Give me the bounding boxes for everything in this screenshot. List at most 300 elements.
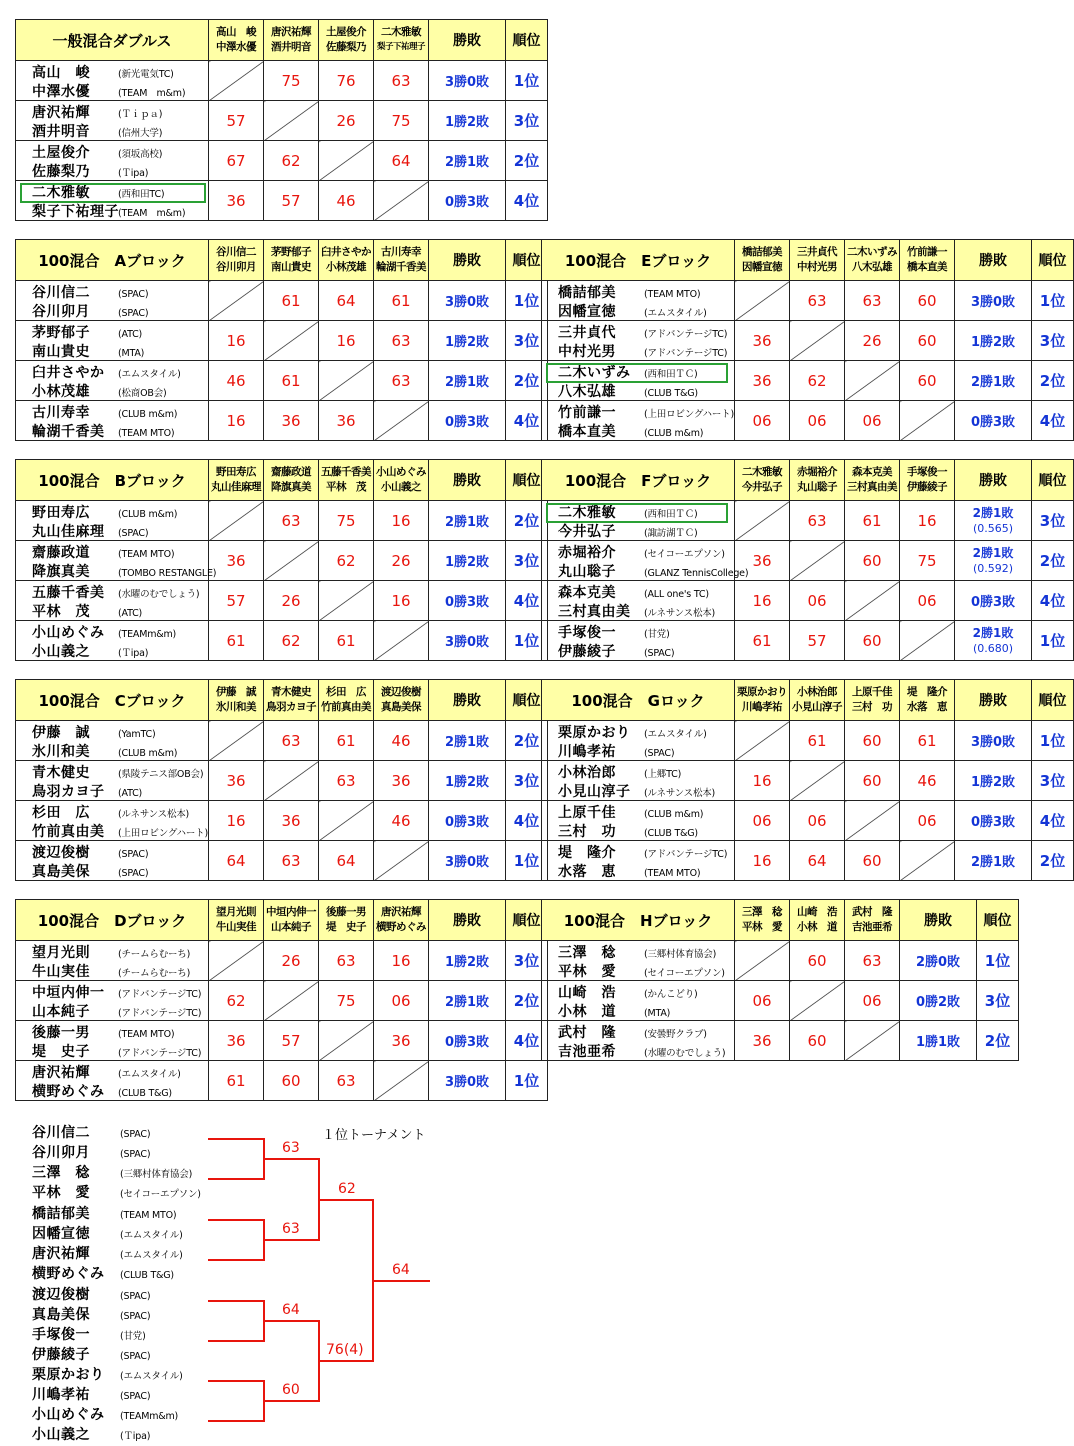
- opponent-name: 臼井さやか: [321, 246, 371, 258]
- score-cell: 75: [374, 101, 429, 141]
- player-club: (SPAC): [644, 747, 675, 759]
- player-name: 手塚俊一: [558, 624, 616, 641]
- player-name: 酒井明音: [32, 123, 90, 140]
- player-line: [16, 842, 208, 861]
- record-cell: [429, 141, 506, 181]
- score-cell: 06: [900, 581, 955, 621]
- pair-cell: [542, 1021, 735, 1061]
- tournament-title: １位トーナメント: [322, 1128, 426, 1143]
- rank-header: [1032, 460, 1074, 501]
- opponent-name: 小林 道: [797, 921, 837, 933]
- table-row: [542, 401, 1074, 441]
- player-line: [16, 381, 208, 400]
- diagonal-cell: [319, 361, 374, 401]
- diagonal-cell: [845, 1021, 900, 1061]
- player-name: 中村光男: [558, 343, 616, 360]
- rank-value: 3位: [513, 112, 540, 130]
- block-table: [15, 19, 548, 221]
- rank-cell: [1032, 761, 1074, 801]
- opponent-name: 酒井明音: [271, 41, 311, 53]
- diagonal-cell: [735, 281, 790, 321]
- rank-header-text: 順位: [512, 253, 541, 269]
- player-name: 青木健史: [32, 764, 90, 781]
- opponent-header: [900, 680, 955, 721]
- record-header: [955, 240, 1032, 281]
- pair-cell: [542, 401, 735, 441]
- record-cell: [429, 61, 506, 101]
- player-line: [16, 561, 217, 580]
- record-cell: [429, 1021, 506, 1061]
- rank-cell: [506, 1061, 548, 1101]
- player-line: [32, 1304, 150, 1324]
- rank-value: 1位: [1039, 732, 1066, 750]
- rank-value: 3位: [1039, 772, 1066, 790]
- rank-header: [506, 20, 548, 61]
- record-cell: [955, 841, 1032, 881]
- block-7: [15, 899, 548, 1101]
- opponent-name: 鳥羽カヨ子: [266, 701, 316, 713]
- player-line: [542, 301, 734, 320]
- opponent-name: 中垣内伸一: [266, 906, 316, 918]
- rank-value: 3位: [1039, 512, 1066, 530]
- player-line: [16, 201, 208, 220]
- record-cell: [429, 941, 506, 981]
- player-name: 伊藤 誠: [32, 724, 90, 741]
- table-row: [542, 981, 1019, 1021]
- score-cell: 06: [845, 401, 900, 441]
- block-title: [542, 900, 735, 941]
- opponent-name: 杉田 広: [326, 686, 366, 698]
- player-club: (SPAC): [120, 1149, 151, 1160]
- score-cell: 63: [374, 321, 429, 361]
- block-title: [16, 240, 209, 281]
- player-name: 赤堀裕介: [558, 544, 616, 561]
- player-club: (須坂高校): [118, 148, 163, 160]
- record-header: [429, 460, 506, 501]
- player-name: 橋詰郁美: [32, 1206, 90, 1222]
- score-cell: 63: [264, 501, 319, 541]
- opponent-header: [845, 240, 900, 281]
- diagonal-cell: [264, 761, 319, 801]
- player-name: 橋本直美: [558, 423, 616, 440]
- player-line: [16, 282, 208, 301]
- player-name: 平林 茂: [32, 603, 90, 620]
- bracket-entry: [32, 1122, 150, 1162]
- player-name: 渡辺俊樹: [32, 844, 90, 861]
- player-name: 橋詰郁美: [558, 284, 616, 301]
- record-value: 0勝3敗: [970, 415, 1016, 430]
- diagonal-cell: [374, 181, 429, 221]
- player-club: (TEAM MTO): [118, 548, 175, 560]
- table-row: [542, 1021, 1019, 1061]
- record-header: [429, 680, 506, 721]
- opponent-name: 中村光男: [797, 261, 837, 273]
- rank-header: [977, 900, 1019, 941]
- rank-header: [1032, 240, 1074, 281]
- opponent-name: 南山貴史: [271, 261, 311, 273]
- rank-value: 4位: [1039, 412, 1066, 430]
- table-row: [542, 841, 1074, 881]
- table-row: [542, 281, 1074, 321]
- player-name: 鳥羽カヨ子: [32, 783, 105, 800]
- player-name: 上原千佳: [558, 804, 616, 821]
- player-line: [32, 1384, 183, 1404]
- score-cell: 60: [264, 1061, 319, 1101]
- opponent-name: 三井貞代: [797, 246, 837, 258]
- table-row: [542, 541, 1074, 581]
- bracket-entry: [32, 1243, 183, 1283]
- record-value: 0勝3敗: [444, 815, 490, 830]
- opponent-header: [845, 680, 900, 721]
- opponent-name: 古川寿幸: [381, 246, 421, 258]
- record-cell: [429, 401, 506, 441]
- record-value: 2勝1敗: [444, 375, 490, 390]
- record-value: 0勝2敗: [915, 995, 961, 1010]
- block-table: [15, 239, 548, 441]
- score-cell: 60: [845, 721, 900, 761]
- opponent-header: [209, 20, 264, 61]
- pair-cell: [542, 321, 735, 361]
- pair-cell: [542, 841, 735, 881]
- bracket-entry: [32, 1404, 178, 1444]
- player-name: 吉池亜希: [558, 1043, 616, 1060]
- player-name: 真島美保: [32, 1307, 90, 1323]
- diagonal-cell: [319, 801, 374, 841]
- player-club: (TOMBO RESTANGLE): [118, 567, 217, 579]
- opponent-name: 三村真由美: [847, 481, 897, 493]
- player-club: (TEAM MTO): [120, 1210, 177, 1221]
- pair-cell: [16, 541, 217, 581]
- opponent-header: [264, 900, 319, 941]
- record-cell: [429, 981, 506, 1021]
- score-cell: 63: [319, 941, 374, 981]
- diagonal-cell: [790, 321, 845, 361]
- opponent-name: 竹前謙一: [907, 246, 947, 258]
- score-cell: 61: [264, 361, 319, 401]
- player-club: (アドバンテージTC): [644, 328, 728, 340]
- opponent-header: [209, 240, 264, 281]
- rank-value: 1位: [1039, 292, 1066, 310]
- record-value: 0勝3敗: [970, 815, 1016, 830]
- score-cell: 60: [845, 841, 900, 881]
- score-cell: 16: [900, 501, 955, 541]
- opponent-name: 森本克美: [852, 466, 892, 478]
- player-name: 三村真由美: [558, 603, 631, 620]
- player-club: (かんこどり): [644, 988, 698, 1000]
- record-value: 2勝1敗: [970, 855, 1016, 870]
- player-name: 臼井さやか: [32, 364, 105, 381]
- table-row: [16, 101, 548, 141]
- player-club: (西和田TC): [118, 188, 165, 200]
- score-cell: 36: [735, 321, 790, 361]
- player-name: 輪湖千香美: [32, 423, 105, 440]
- player-club: (TEAM m&m): [118, 207, 186, 219]
- player-name: 牛山実佳: [32, 963, 90, 980]
- player-club: (MTA): [644, 1007, 671, 1019]
- block-title: [542, 240, 735, 281]
- player-club: (甘党): [120, 1331, 146, 1342]
- record-cell: [900, 1021, 977, 1061]
- player-club: (アドバンテージTC): [644, 347, 728, 359]
- opponent-name: 竹前真由美: [321, 701, 371, 713]
- opponent-name: 山崎 浩: [797, 906, 837, 918]
- player-club: (ATC): [118, 607, 143, 619]
- score-cell: 61: [374, 281, 429, 321]
- record-value: 3勝0敗: [970, 735, 1016, 750]
- player-name: 佐藤梨乃: [32, 163, 90, 180]
- score-cell: 36: [374, 1021, 429, 1061]
- player-line: [16, 62, 208, 81]
- block-title: [16, 900, 209, 941]
- rank-value: 2位: [513, 992, 540, 1010]
- opponent-name: 伊藤 誠: [216, 686, 256, 698]
- player-name: 小山義之: [32, 643, 90, 660]
- score-cell: 67: [209, 141, 264, 181]
- pair-cell: [16, 141, 209, 181]
- score-cell: 16: [374, 581, 429, 621]
- player-name: 氷川和美: [32, 743, 90, 760]
- player-name: 平林 愛: [558, 963, 616, 980]
- diagonal-cell: [900, 621, 955, 661]
- player-club: (CLUB m&m): [118, 747, 178, 759]
- record-cell: [429, 581, 506, 621]
- opponent-header: [845, 460, 900, 501]
- opponent-name: 三村 功: [852, 701, 892, 713]
- player-line: [542, 322, 734, 341]
- record-header-text: 勝敗: [924, 913, 952, 929]
- block-1: [15, 239, 548, 441]
- header-row: [542, 900, 1019, 941]
- block-title: [16, 680, 209, 721]
- player-name: 山本純子: [32, 1003, 90, 1020]
- block-4: [541, 459, 1074, 661]
- table-row: [542, 501, 1074, 541]
- score-cell: 36: [319, 401, 374, 441]
- record-ratio: (0.565): [972, 521, 1014, 535]
- rank-cell: [1032, 321, 1074, 361]
- block-title-text: 100混合 Hブロック: [563, 911, 713, 930]
- opponent-name: 丸山佳麻理: [211, 481, 261, 493]
- record-ratio: (0.592): [972, 561, 1014, 575]
- opponent-header: [790, 460, 845, 501]
- score-cell: 64: [319, 281, 374, 321]
- player-club: (セイコーエプソン): [120, 1189, 201, 1200]
- score-cell: 60: [900, 321, 955, 361]
- record-cell: [955, 801, 1032, 841]
- player-line: [542, 982, 734, 1001]
- score-cell: 57: [790, 621, 845, 661]
- record-value: [955, 506, 1031, 536]
- score-cell: 63: [319, 761, 374, 801]
- player-line: [16, 542, 208, 561]
- player-line: [16, 982, 208, 1001]
- block-title-text: 100混合 Dブロック: [37, 911, 187, 930]
- score-cell: 76: [319, 61, 374, 101]
- diagonal-cell: [209, 721, 264, 761]
- record-cell: [429, 721, 506, 761]
- record-cell: [955, 501, 1032, 541]
- player-club: (Ｔipa): [118, 647, 149, 659]
- player-line: [542, 421, 734, 440]
- player-line: [542, 542, 734, 561]
- score-cell: 36: [209, 181, 264, 221]
- record-value: 1勝2敗: [970, 335, 1016, 350]
- player-club: (Ｔｉｐａ): [118, 108, 163, 120]
- player-line: [542, 402, 734, 421]
- opponent-name: 氷川和美: [216, 701, 256, 713]
- player-name: 齋藤政道: [32, 544, 90, 561]
- player-line: [16, 781, 208, 800]
- score-cell: 61: [735, 621, 790, 661]
- player-line: [16, 821, 208, 840]
- score-cell: 06: [735, 801, 790, 841]
- bracket-line: [208, 1300, 263, 1302]
- opponent-name: 上原千佳: [852, 686, 892, 698]
- player-club: (MTA): [118, 347, 145, 359]
- block-title-text: 100混合 Gロック: [571, 691, 705, 710]
- block-title: [542, 460, 735, 501]
- diagonal-cell: [264, 321, 319, 361]
- rank-header: [1032, 680, 1074, 721]
- block-table: [541, 679, 1074, 881]
- pair-cell: [16, 721, 209, 761]
- score-cell: 64: [790, 841, 845, 881]
- player-name: 武村 隆: [558, 1024, 616, 1041]
- score-cell: 60: [790, 1021, 845, 1061]
- player-club: (エムスタイル): [118, 1068, 181, 1080]
- player-line: [16, 421, 208, 440]
- opponent-name: 今井弘子: [742, 481, 782, 493]
- record-cell: [955, 321, 1032, 361]
- player-name: 川嶋孝祐: [32, 1387, 90, 1403]
- player-name: 川嶋孝祐: [558, 743, 616, 760]
- player-club: (CLUB m&m): [644, 808, 704, 820]
- player-line: [16, 1041, 208, 1060]
- pair-cell: [16, 361, 209, 401]
- record-cell: [429, 501, 506, 541]
- block-table: [541, 899, 1019, 1061]
- table-row: [16, 321, 548, 361]
- record-value: 1勝2敗: [444, 955, 490, 970]
- player-name: 高山 峻: [32, 64, 90, 81]
- score-cell: 16: [319, 321, 374, 361]
- record-cell: [900, 981, 977, 1021]
- opponent-name: 赤堀裕介: [797, 466, 837, 478]
- opponent-header: [374, 680, 429, 721]
- record-cell: [429, 281, 506, 321]
- rank-value: 4位: [1039, 812, 1066, 830]
- player-name: 八木弘雄: [558, 383, 616, 400]
- bracket-line: [208, 1259, 263, 1261]
- player-line: [16, 942, 208, 961]
- score-cell: 61: [845, 501, 900, 541]
- diagonal-cell: [209, 61, 264, 101]
- score-cell: 62: [264, 621, 319, 661]
- record-value: 3勝0敗: [444, 1075, 490, 1090]
- diagonal-cell: [374, 841, 429, 881]
- player-club: (SPAC): [120, 1351, 151, 1362]
- player-name: 横野めぐみ: [32, 1266, 105, 1282]
- player-name: 唐沢祐輝: [32, 1246, 90, 1262]
- player-club: (CLUB m&m): [118, 508, 178, 520]
- score-cell: 62: [264, 141, 319, 181]
- player-line: [16, 142, 208, 161]
- table-row: [16, 761, 548, 801]
- record-value: 2勝1敗: [970, 375, 1016, 390]
- player-club: (SPAC): [120, 1311, 151, 1322]
- record-cell: [429, 621, 506, 661]
- score-cell: 06: [790, 801, 845, 841]
- rank-value: 1位: [1039, 632, 1066, 650]
- player-club: (西和田ＴＣ): [644, 368, 698, 380]
- player-name: 中垣内伸一: [32, 984, 105, 1001]
- rank-cell: [506, 61, 548, 101]
- opponent-name: 伊藤綾子: [907, 481, 947, 493]
- table-row: [542, 801, 1074, 841]
- player-name: 谷川卯月: [32, 1145, 90, 1161]
- opponent-name: 橋本直美: [907, 261, 947, 273]
- record-cell: [429, 761, 506, 801]
- player-club: (エムスタイル): [120, 1230, 183, 1241]
- player-name: 杉田 広: [32, 804, 90, 821]
- rank-header-text: 順位: [1038, 473, 1067, 489]
- player-line: [16, 1022, 208, 1041]
- pair-cell: [16, 401, 209, 441]
- table-row: [16, 721, 548, 761]
- rank-value: 2位: [1039, 552, 1066, 570]
- player-name: 三井貞代: [558, 324, 616, 341]
- score-cell: 63: [845, 281, 900, 321]
- player-club: (SPAC): [118, 848, 149, 860]
- opponent-header: [735, 240, 790, 281]
- opponent-name: 武村 隆: [852, 906, 892, 918]
- rank-header-text: 順位: [983, 913, 1012, 929]
- record-value: 2勝1敗: [444, 995, 490, 1010]
- opponent-name: 三澤 稔: [742, 906, 782, 918]
- table-row: [16, 1061, 548, 1101]
- player-line: [16, 362, 208, 381]
- bracket-line: [208, 1420, 263, 1422]
- score-cell: 61: [209, 621, 264, 661]
- record-cell: [429, 101, 506, 141]
- player-line: [542, 842, 734, 861]
- player-club: (ルネサンス松本): [644, 607, 716, 619]
- player-club: (CLUB T&G): [644, 827, 698, 839]
- record-text: 2勝1敗: [972, 625, 1014, 640]
- opponent-name: 吉池亜希: [852, 921, 892, 933]
- player-club: (ATC): [118, 787, 143, 799]
- score-cell: 36: [735, 1021, 790, 1061]
- opponent-name: 小山めぐみ: [376, 466, 426, 478]
- record-value: [955, 626, 1031, 656]
- bracket-score: 63: [282, 1140, 300, 1156]
- score-cell: 61: [319, 621, 374, 661]
- player-club: (TEAM m&m): [118, 87, 186, 99]
- table-row: [16, 361, 548, 401]
- opponent-header: [790, 240, 845, 281]
- player-club: (三郷村体育協会): [120, 1169, 193, 1180]
- score-cell: 36: [735, 541, 790, 581]
- player-name: 降旗真美: [32, 563, 90, 580]
- opponent-name: 梨子下祐理子: [376, 42, 425, 52]
- score-cell: 46: [374, 721, 429, 761]
- score-cell: 26: [845, 321, 900, 361]
- record-value: 0勝3敗: [444, 595, 490, 610]
- pair-cell: [16, 1061, 209, 1101]
- block-6: [541, 679, 1074, 881]
- diagonal-cell: [264, 981, 319, 1021]
- score-cell: 57: [264, 181, 319, 221]
